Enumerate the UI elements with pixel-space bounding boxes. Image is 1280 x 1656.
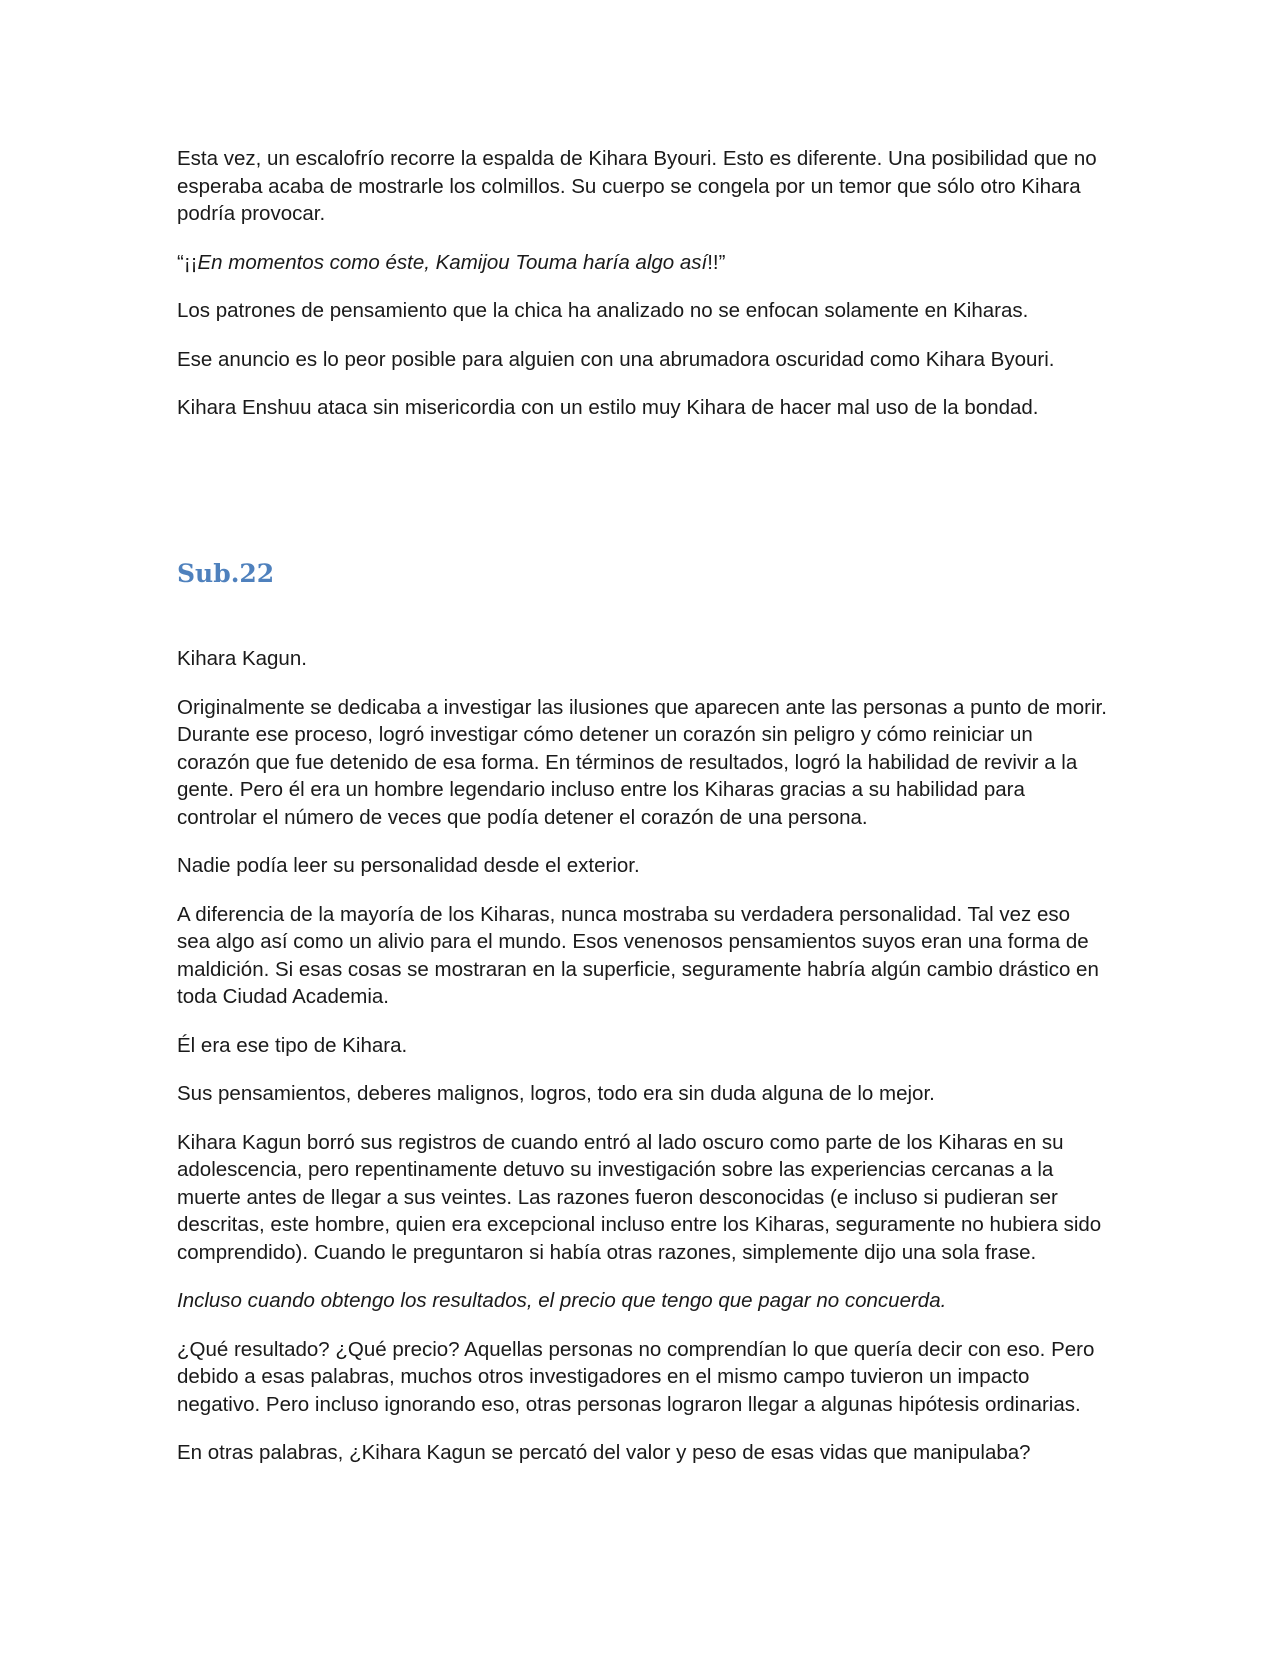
- italic-paragraph: Incluso cuando obtengo los resultados, el precio que tengo que pagar no concuerda.: [177, 1289, 947, 1312]
- paragraph: Originalmente se dedicaba a investigar las ilusiones que aparecen ante las personas a punto de morir. Durante ese proceso, logró investigar cómo detener un corazón sin peligro y cómo reiniciar un corazón que fue detenido de esa forma. En términos de resultados, logró la habilidad de revivir a la gente. Pero él era un hombre legendario incluso entre los Kiharas gracias a su habilidad para controlar el número de veces que podía detener el corazón de una persona.: [177, 695, 1107, 829]
- paragraph: Nadie podía leer su personalidad desde el exterior.: [177, 854, 640, 877]
- spacer: [177, 587, 1107, 645]
- paragraph: ¿Qué resultado? ¿Qué precio? Aquellas personas no comprendían lo que quería decir con eso. Pero debido a esas palabras, muchos otros investigadores en el mismo campo tuvieron un impacto negativo. Pero incluso ignorando eso, otras personas lograron llegar a algunas hipótesis ordinarias.: [177, 1337, 1095, 1416]
- paragraph: Kihara Kagun borró sus registros de cuando entró al lado oscuro como parte de los Kiharas en su adolescencia, pero repentinamente detuvo su investigación sobre las experiencias cercanas a la muerte antes de llegar a sus veintes. Las razones fueron desconocidas (e incluso si pudieran ser descritas, este hombre, quien era excepcional incluso entre los Kiharas, seguramente no hubiera sido comprendido). Cuando le preguntaron si había otras razones, simplemente dijo una sola frase.: [177, 1130, 1102, 1264]
- paragraph: A diferencia de la mayoría de los Kiharas, nunca mostraba su verdadera personalidad. Tal vez eso sea algo así como un alivio para el mundo. Esos venenosos pensamientos suyos eran una forma de maldición. Si esas cosas se mostraran en la superficie, seguramente habría algún cambio drástico en toda Ciudad Academia.: [177, 902, 1099, 1008]
- document-page: [177, 145, 1107, 1488]
- paragraph: Esta vez, un escalofrío recorre la espalda de Kihara Byouri. Esto es diferente. Una posibilidad que no esperaba acaba de mostrarle los colmillos. Su cuerpo se congela por un temor que sólo otro Kihara podría provocar.: [177, 147, 1097, 225]
- quote-paragraph: [177, 249, 1107, 277]
- paragraph: Kihara Enshuu ataca sin misericordia con un estilo muy Kihara de hacer mal uso de la bondad.: [177, 396, 1039, 419]
- paragraph: Ese anuncio es lo peor posible para alguien con una abrumadora oscuridad como Kihara Byouri.: [177, 347, 1055, 371]
- paragraph: Los patrones de pensamiento que la chica ha analizado no se enfocan solamente en Kiharas.: [177, 299, 1029, 322]
- quote-italic-text: En momentos como éste, Kamijou Touma haría algo así: [197, 250, 708, 274]
- section-heading: Sub.22: [177, 558, 275, 588]
- paragraph: Sus pensamientos, deberes malignos, logros, todo era sin duda alguna de lo mejor.: [177, 1082, 935, 1105]
- quote-open: “¡¡: [177, 250, 198, 274]
- quote-close: !!”: [707, 250, 726, 274]
- paragraph: Él era ese tipo de Kihara.: [177, 1033, 408, 1057]
- paragraph: Kihara Kagun.: [177, 647, 307, 670]
- paragraph: En otras palabras, ¿Kihara Kagun se percató del valor y peso de esas vidas que manipulaba?: [177, 1441, 1031, 1464]
- spacer: [177, 443, 1107, 560]
